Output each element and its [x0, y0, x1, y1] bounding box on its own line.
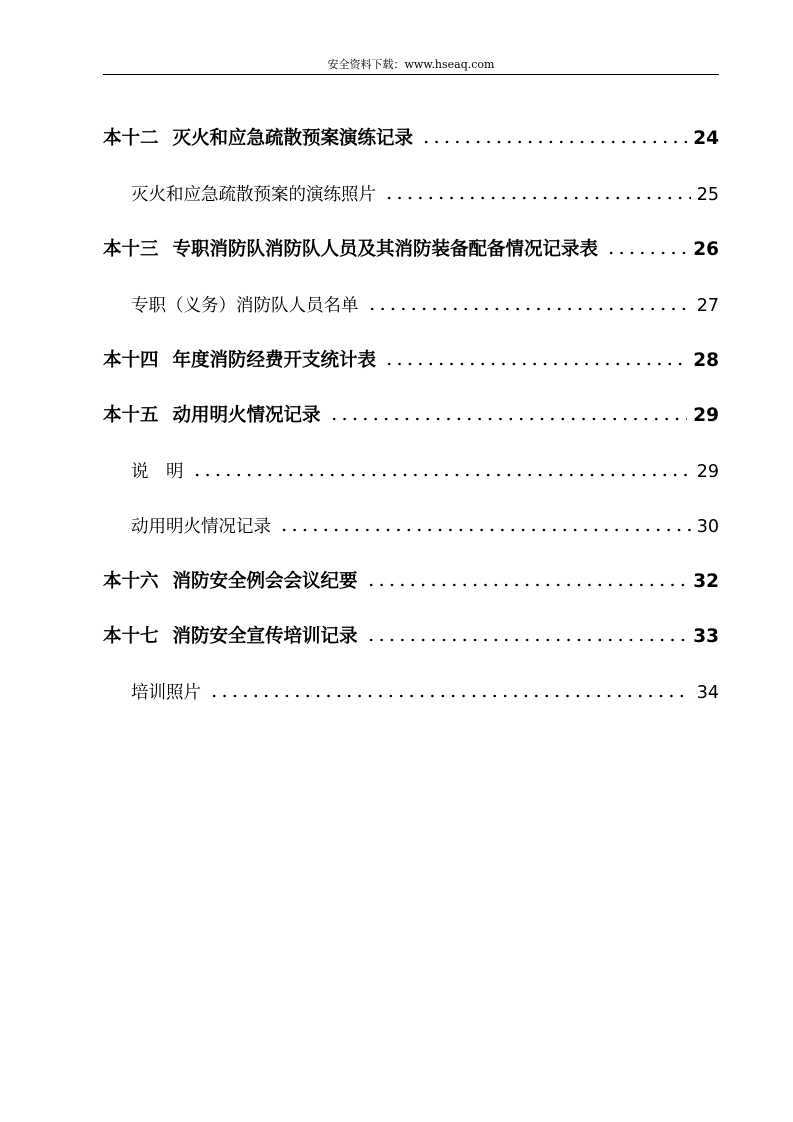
toc-dot-leader	[364, 637, 688, 643]
toc-entry-title: 灭火和应急疏散预案演练记录	[172, 128, 414, 149]
toc-entry-title-wrap	[103, 625, 358, 649]
toc-entry-title-wrap	[103, 238, 598, 262]
toc-entry-page: 34	[696, 683, 719, 703]
toc-entry-title-wrap	[103, 349, 376, 373]
toc-entry[interactable]	[103, 621, 719, 649]
toc-entry-title-wrap	[103, 127, 413, 151]
toc-entry-title: 动用明火情况记录	[172, 405, 321, 426]
toc-entry-page: 32	[693, 571, 719, 592]
toc-dot-leader	[327, 416, 688, 422]
toc-entry-page: 27	[696, 296, 719, 316]
toc-entry-page: 25	[696, 185, 719, 205]
toc-entry-page: 28	[693, 350, 719, 371]
toc-entry-number: 本十五	[103, 405, 159, 426]
toc-entry[interactable]	[103, 566, 719, 594]
toc-entry-title: 专职（义务）消防队人员名单	[131, 296, 359, 316]
toc-entry-title: 消防安全例会会议纪要	[172, 571, 358, 592]
toc-entry-title-wrap	[103, 404, 321, 428]
toc-entry-number: 本十三	[103, 239, 159, 260]
toc-entry-title: 灭火和应急疏散预案的演练照片	[131, 185, 376, 205]
toc-entry[interactable]	[131, 290, 719, 318]
toc-entry-title: 消防安全宣传培训记录	[172, 626, 358, 647]
toc-entry[interactable]	[131, 677, 719, 705]
toc-entry-title: 说 明	[131, 462, 184, 482]
toc-entry-page: 30	[696, 517, 719, 537]
toc-entry-number: 本十七	[103, 626, 159, 647]
header-text: 安全资料下载：www.hseaq.com	[327, 58, 495, 71]
toc-entry[interactable]	[103, 123, 719, 151]
toc-entry-number: 本十六	[103, 571, 159, 592]
toc-dot-leader	[277, 527, 691, 533]
toc-dot-leader	[604, 250, 687, 256]
toc-entry-number: 本十四	[103, 350, 159, 371]
toc-entry-page: 26	[693, 239, 719, 260]
toc-dot-leader	[419, 139, 687, 145]
toc-entry-title: 年度消防经费开支统计表	[172, 350, 377, 371]
toc-entry-title: 专职消防队消防队人员及其消防装备配备情况记录表	[172, 239, 599, 260]
toc-entry-page: 24	[693, 128, 719, 149]
toc-entry-title: 培训照片	[131, 683, 201, 703]
toc-entry-title-wrap	[103, 570, 358, 594]
toc-dot-leader	[190, 472, 691, 478]
toc-entry-page: 29	[696, 462, 719, 482]
toc-dot-leader	[364, 582, 688, 588]
toc-dot-leader	[207, 693, 691, 699]
toc-dot-leader	[365, 306, 691, 312]
toc-entry-title: 动用明火情况记录	[131, 517, 271, 537]
toc-dot-leader	[382, 195, 691, 201]
toc-entry[interactable]	[103, 234, 719, 262]
toc-entry-page: 29	[693, 405, 719, 426]
toc-entry[interactable]	[131, 511, 719, 539]
toc-entry-page: 33	[693, 626, 719, 647]
toc-entry-number: 本十二	[103, 128, 159, 149]
toc-dot-leader	[382, 361, 687, 367]
toc-entry[interactable]	[131, 456, 719, 484]
toc-entry[interactable]	[131, 179, 719, 207]
toc-entry[interactable]	[103, 345, 719, 373]
toc-entry[interactable]	[103, 400, 719, 428]
